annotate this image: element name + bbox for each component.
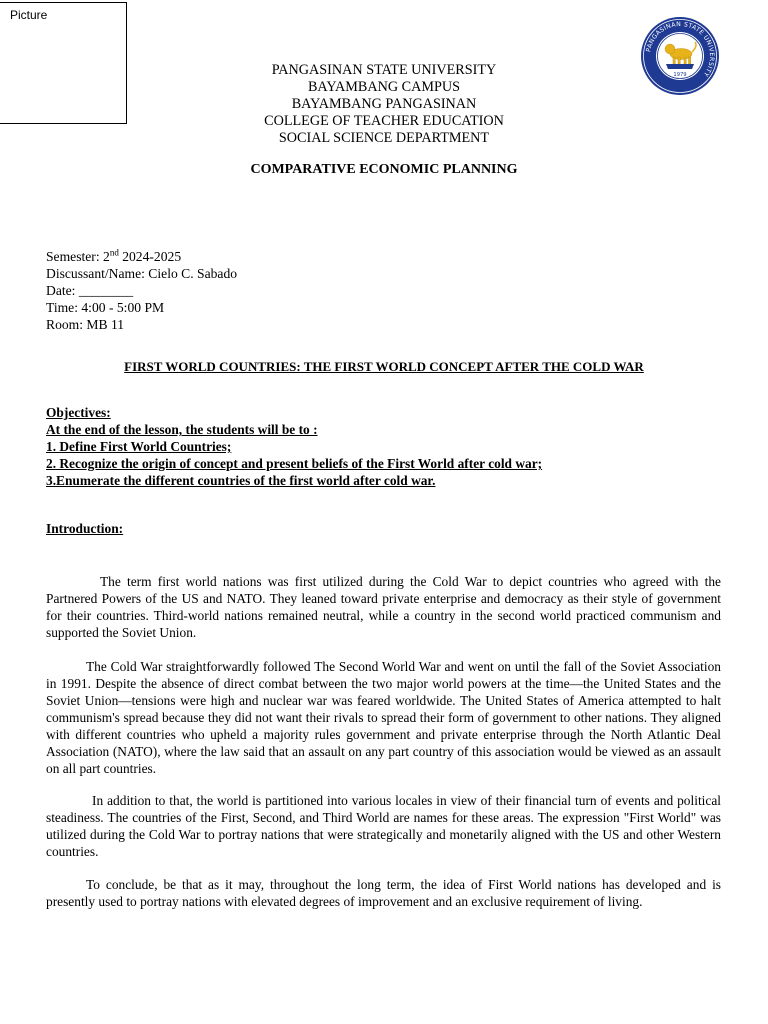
header-line-location: BAYAMBANG PANGASINAN — [291, 96, 477, 112]
lesson-info — [46, 248, 237, 333]
objectives-section — [46, 404, 542, 489]
intro-paragraph: The term first world nations was first utilized during the Cold War to depict countries who agreed with the Partnered Powers of the US and NATO. They leaned toward private enterprise and democracy as their style of government for their countries. Third-world nations remained neutral, while a country in the second world practiced communism and supported the Soviet Union. — [46, 574, 721, 640]
objective-item: 2. Recognize the origin of concept and present beliefs of the First World after cold war; — [46, 456, 543, 471]
intro-paragraph: The Cold War straightforwardly followed The Second World War and went on until the fall of the Soviet Association in 1991. Despite the absence of direct combat between the two major world powers at the time—the United States and the Soviet Union—tensions were high and nuclear war was feared worldwide. The United States of America attempted to halt communism's spread because they did not want their rivals to spread their form of government to other nations. They aligned with different countries who upheld a majority rules government and private enterprise through the North Atlantic Deal Association (NATO), where the law said that an assault on any part country of this association would be viewed as an assault on all part countries. — [46, 659, 721, 776]
semester-label: Semester: 2 — [46, 249, 110, 264]
intro-paragraph: In addition to that, the world is partitioned into various locales in view of their financial turn of events and political steadiness. The countries of the First, Second, and Third World are names for these areas. The expression "First World" was utilized during the Cold War to portray nations that were strategically and monetarily aligned with the US and other Western countries. — [46, 793, 721, 859]
header-line-department: SOCIAL SCIENCE DEPARTMENT — [278, 130, 490, 146]
time-line: Time: 4:00 - 5:00 PM — [46, 300, 165, 315]
seal-year: 1979 — [673, 72, 687, 78]
header-line-university: PANGASINAN STATE UNIVERSITY — [271, 62, 497, 78]
objectives-heading: Objectives: — [46, 405, 111, 420]
intro-paragraph: To conclude, be that as it may, throughout the long term, the idea of First World nations has developed and is presently used to portray nations with elevated degrees of improvement and an exclusive requirement of living. — [46, 877, 721, 909]
picture-label: Picture — [10, 8, 48, 22]
institution-header — [0, 62, 768, 147]
header-line-campus: BAYAMBANG CAMPUS — [307, 79, 461, 95]
semester-year: 2024-2025 — [118, 249, 182, 264]
objectives-lead: At the end of the lesson, the students will be to : — [46, 422, 318, 437]
semester-line — [46, 248, 237, 265]
date-line: Date: ________ — [46, 283, 134, 298]
course-title: COMPARATIVE ECONOMIC PLANNING — [250, 162, 518, 177]
seal-ring-text: PANGASINAN STATE UNIVERSITY — [645, 20, 716, 78]
room-line: Room: MB 11 — [46, 317, 125, 332]
objective-item: 3.Enumerate the different countries of the first world after cold war. — [46, 473, 436, 488]
introduction-heading: Introduction: — [46, 521, 124, 536]
objective-item: 1. Define First World Countries; — [46, 439, 232, 454]
semester-ordinal: nd — [109, 247, 119, 258]
discussant-line: Discussant/Name: Cielo C. Sabado — [46, 266, 238, 281]
topic-title: FIRST WORLD COUNTRIES: THE FIRST WORLD CONCEPT AFTER THE COLD WAR — [124, 359, 644, 374]
header-line-college: COLLEGE OF TEACHER EDUCATION — [264, 113, 504, 129]
